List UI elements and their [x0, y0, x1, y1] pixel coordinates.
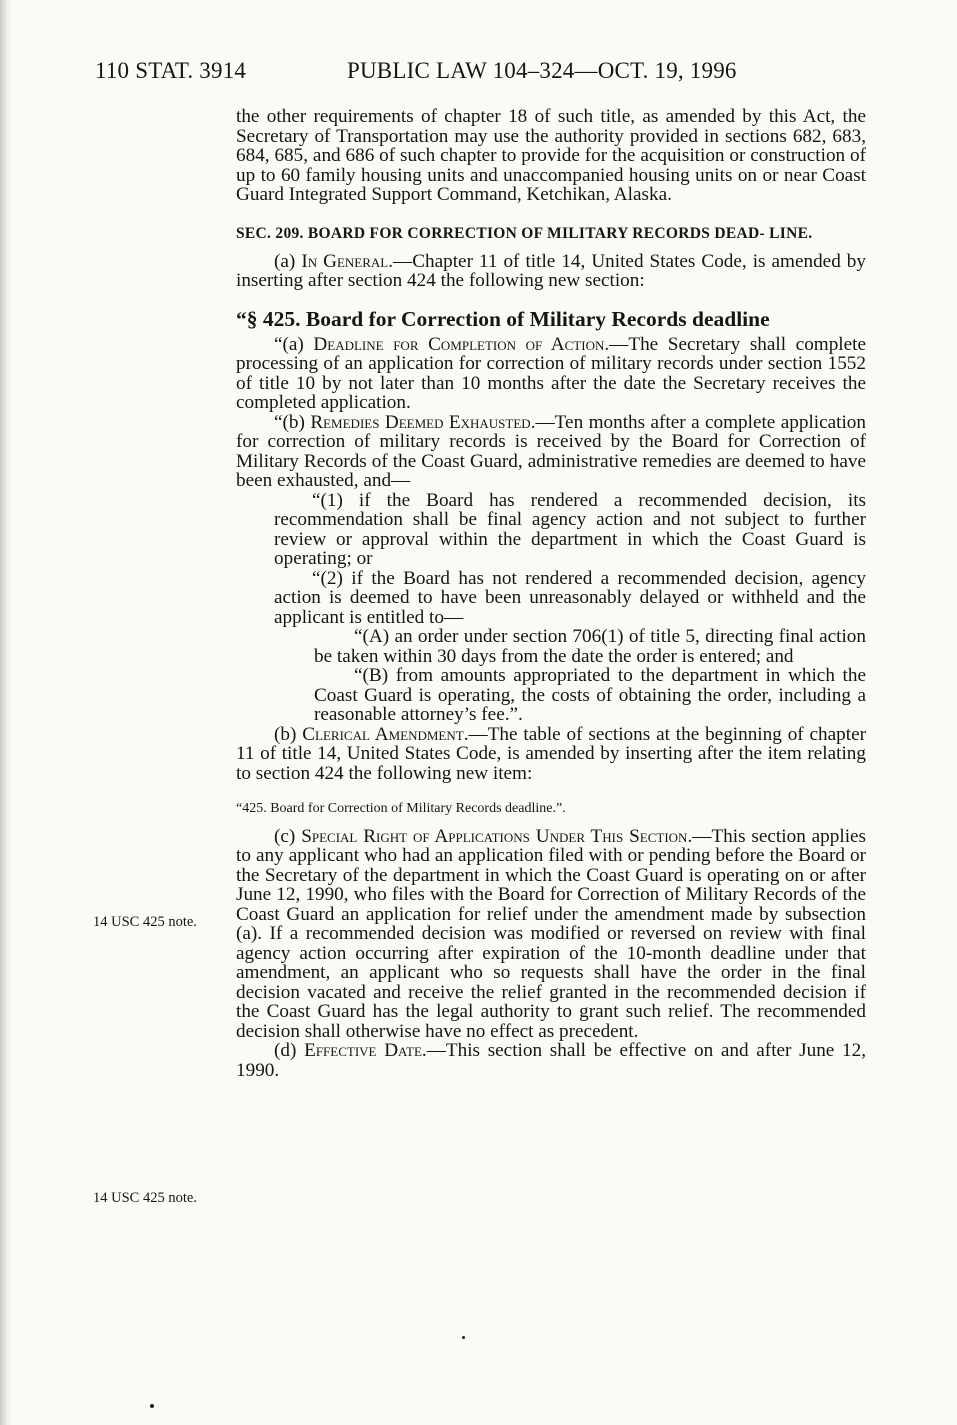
margin-note-d: 14 USC 425 note.	[93, 1190, 197, 1206]
section-209-heading: SEC. 209. BOARD FOR CORRECTION OF MILITARY RECORDS DEAD- LINE.	[236, 224, 813, 242]
subsection-a-text: .—Chapter 11 of title 14, United States Code, is amended by inserting after section 424 the following new section:	[236, 250, 866, 291]
subsection-d	[236, 1041, 866, 1080]
subsection-a	[236, 252, 866, 291]
intro-paragraph: the other requirements of chapter 18 of such title, as amended by this Act, the Secretary of Transportation may use the authority provided in sections 682, 683, 684, 685, and 686 of such chapter to provide for the acquisition or construction of up to 60 family housing units and unaccompanied housing units on or near Coast Guard Integrated Support Command, Ketchikan, Alaska.	[236, 106, 866, 205]
statute-page-number: 110 STAT. 3914	[95, 58, 247, 83]
subparagraph-B: “(B) from amounts appropriated to the department in which the Coast Guard is operating, the costs of obtaining the order, including a reasonable attorney’s fee.”.	[314, 665, 866, 725]
subsection-c-text: .—This section applies to any applicant who had an application filed with or pending before the Board or the Secretary of the department in which the Coast Guard is operating on or after June 12, 1990, who files with the Board for Correction of Military Records of the Coast Guard an application for relief under the amendment made by subsection (a). If a recommended decision was modified or reversed on review with final agency action occurring after expiration of the 10-month deadline under that amendment, an applicant who so requests shall have the order in the final decision vacated and receive the relief granted in the recommended decision if the Coast Guard has the legal authority to grant such relief. The recommended decision shall otherwise have no effect as precedent.	[236, 825, 867, 1042]
subsection-b-text: .—The table of sections at the beginning of chapter 11 of title 14, United States Code, is amended by inserting after the item relating to section 424 the following new item:	[236, 723, 866, 784]
new-subsection-b-text: .—Ten months after a complete application for correction of military records is received by the Board for Correction of Military Records of the Coast Guard, administrative remedies are deemed to have been exhausted, and—	[236, 411, 866, 491]
subsection-b	[236, 725, 866, 784]
subsection-c	[236, 827, 866, 1042]
new-subsection-b	[236, 413, 866, 491]
subsection-b-label: (b)	[274, 723, 303, 745]
subsection-c-caption: Special Right of Applications Under This Section	[301, 825, 688, 847]
new-subsection-b-caption: Remedies Deemed Exhausted	[310, 411, 531, 433]
page-body	[236, 107, 866, 1080]
public-law-citation: PUBLIC LAW 104–324—OCT. 19, 1996	[347, 58, 737, 83]
new-subsection-a	[236, 335, 866, 413]
subparagraph-A: “(A) an order under section 706(1) of title 5, directing final action be taken within 30 days from the date the order is entered; and	[314, 626, 866, 667]
table-of-sections-item: “425. Board for Correction of Military Records deadline.”.	[236, 801, 566, 816]
subsection-b-caption: Clerical Amendment	[302, 723, 464, 745]
new-subsection-a-caption: Deadline for Completion of Action	[313, 333, 605, 355]
new-subsection-a-text: .—The Secretary shall complete processing of an application for correction of military records under section 1552 of title 10 by not later than 10 months after the date the Secretary receives the completed application.	[236, 333, 866, 413]
subsection-a-caption: In General	[301, 250, 389, 272]
scan-speck	[150, 1404, 154, 1408]
scan-edge	[0, 0, 12, 1425]
scan-speck	[462, 1336, 465, 1339]
subsection-d-caption: Effective Date	[304, 1040, 422, 1061]
new-section-425-heading: “§ 425. Board for Correction of Military Records deadline	[236, 306, 770, 331]
subsection-d-text: .—This section shall be effective on and after June 12, 1990.	[236, 1040, 867, 1081]
margin-note-c: 14 USC 425 note.	[93, 914, 197, 930]
paragraph-1: “(1) if the Board has rendered a recommended decision, its recommendation shall be final agency action and not subject to further review or approval within the department in which the Coast Guard is operating; or	[274, 489, 866, 569]
subsection-d-label: (d)	[274, 1040, 305, 1061]
subsection-a-label: (a)	[274, 250, 302, 272]
subsection-c-label: (c)	[274, 825, 302, 847]
paragraph-2: “(2) if the Board has not rendered a recommended decision, agency action is deemed to have been unreasonably delayed or withheld and the applicant is entitled to—	[274, 567, 866, 628]
new-subsection-b-label: “(b)	[274, 411, 311, 433]
new-subsection-a-label: “(a)	[274, 333, 314, 355]
